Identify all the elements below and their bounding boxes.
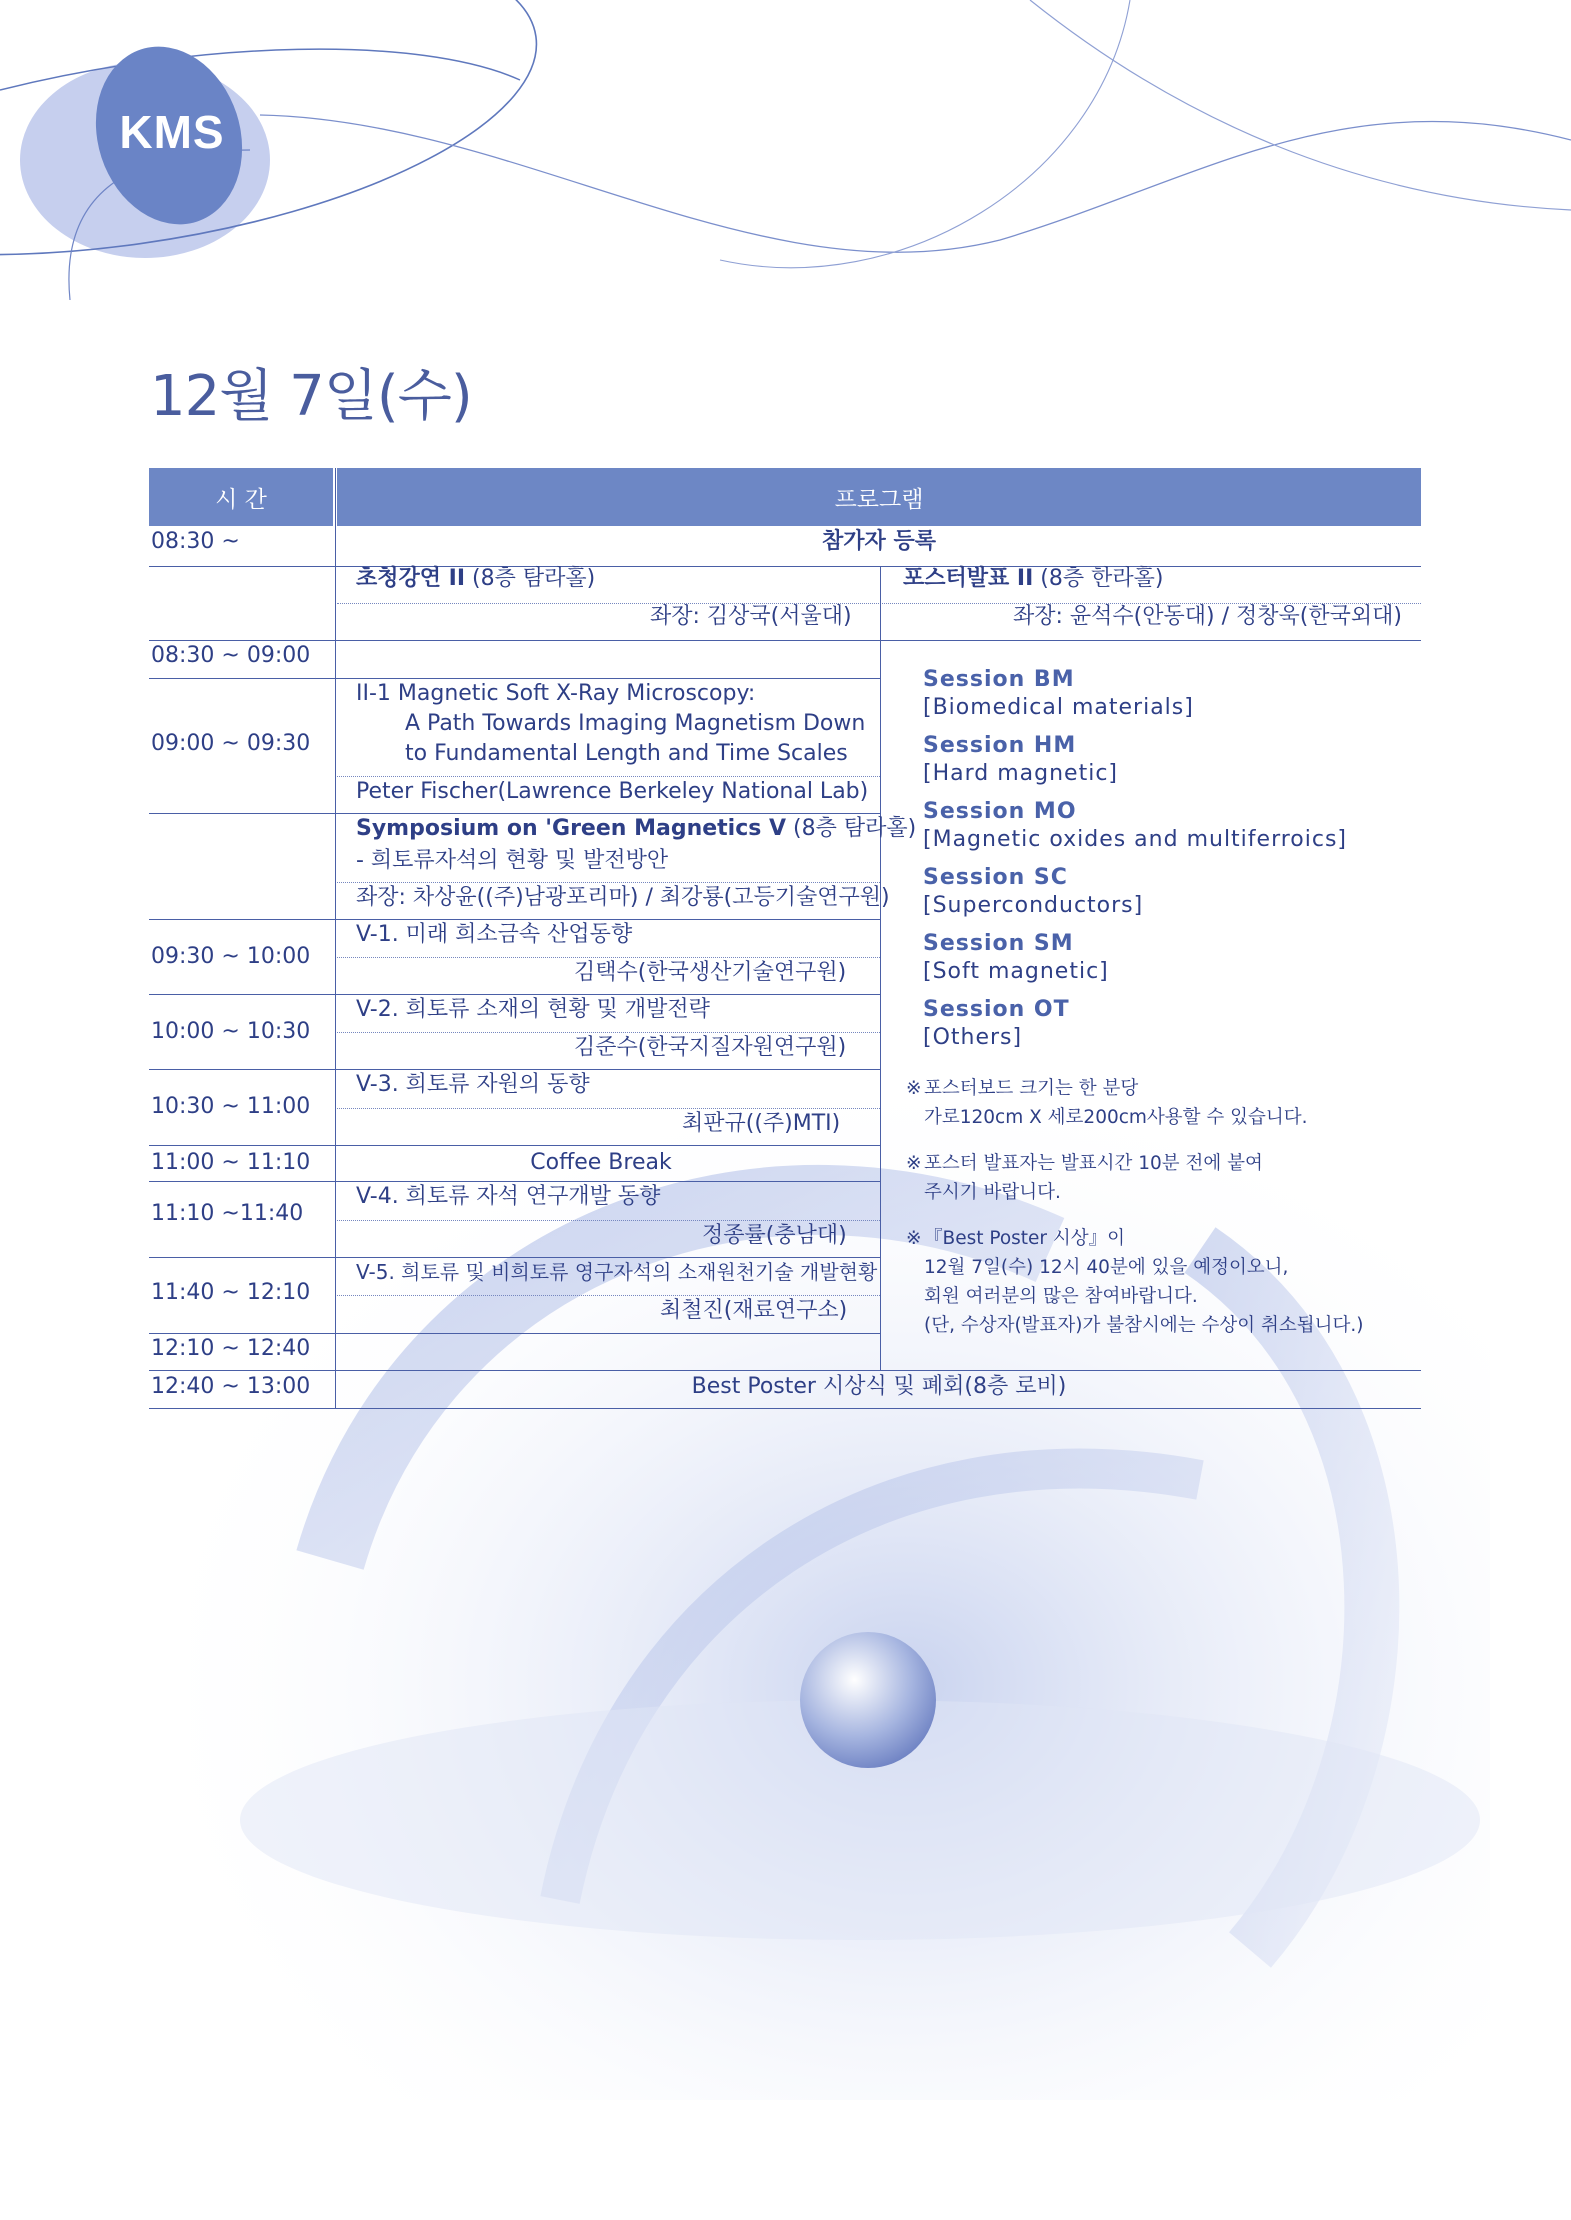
talk-title: V-1. 미래 희소금속 산업동향 [356, 922, 633, 947]
session-description: [Soft magnetic] [923, 959, 1109, 984]
row-divider-dotted [337, 882, 880, 883]
time-slot: 11:10 ~11:40 [151, 1201, 304, 1226]
session-description: [Superconductors] [923, 893, 1144, 918]
row-divider [149, 1069, 880, 1070]
session-description: [Magnetic oxides and multiferroics] [923, 827, 1348, 852]
note-line: 회원 여러분의 많은 참여바랍니다. [924, 1286, 1198, 1307]
time-slot: 12:10 ~ 12:40 [151, 1336, 311, 1361]
row-divider [149, 1333, 880, 1334]
note-line: (단, 수상자(발표자)가 불참시에는 수상이 취소됩니다.) [924, 1315, 1364, 1336]
session-description: [Biomedical materials] [923, 695, 1194, 720]
row-divider [149, 1181, 880, 1182]
note-mark: ※ [906, 1228, 922, 1249]
row-divider-dotted [337, 1032, 880, 1033]
talk-title: V-4. 희토류 자석 연구개발 동향 [356, 1184, 661, 1209]
row-divider [149, 678, 880, 679]
time-registration: 08:30 ~ [151, 529, 240, 554]
lecture-title-line: to Fundamental Length and Time Scales [405, 741, 848, 766]
column-divider [335, 468, 336, 1408]
lecture-title-line: II-1 Magnetic Soft X-Ray Microscopy: [356, 681, 756, 706]
note-line: 주시기 바랍니다. [924, 1182, 1061, 1203]
invited-lecture-title: 초청강연 II (8층 탐라홀) [356, 566, 596, 591]
row-divider [149, 566, 1421, 567]
row-divider-dotted [337, 1108, 880, 1109]
coffee-break-label: Coffee Break [530, 1150, 672, 1175]
talk-speaker: 최판규((주)MTI) [682, 1111, 841, 1136]
page-title: 12월 7일(수) [150, 364, 472, 429]
note-line: 12월 7일(수) 12시 40분에 있을 예정이오니, [924, 1257, 1289, 1278]
row-divider [149, 640, 1421, 641]
row-divider-dotted [337, 1220, 880, 1221]
column-divider [880, 566, 881, 1370]
row-divider-dotted [337, 957, 880, 958]
row-divider [149, 919, 880, 920]
note-mark: ※ [906, 1153, 922, 1174]
time-slot: 12:40 ~ 13:00 [151, 1374, 311, 1399]
session-name: Session OT [923, 997, 1070, 1022]
note-line: 가로120cm X 세로200cm사용할 수 있습니다. [924, 1107, 1308, 1128]
note-line: 포스터보드 크기는 한 분당 [924, 1078, 1139, 1099]
session-description: [Hard magnetic] [923, 761, 1118, 786]
lecture-speaker: Peter Fischer(Lawrence Berkeley National Lab) [356, 779, 869, 804]
closing-label: Best Poster 시상식 및 폐회(8층 로비) [691, 1374, 1067, 1399]
talk-title: V-2. 희토류 소재의 현황 및 개발전략 [356, 997, 710, 1022]
symposium-subtitle: - 희토류자석의 현황 및 발전방안 [356, 848, 669, 873]
talk-speaker: 정종률(충남대) [702, 1223, 847, 1248]
note-mark: ※ [906, 1078, 922, 1099]
session-name: Session HM [923, 733, 1077, 758]
talk-title: V-3. 희토류 자원의 동향 [356, 1072, 590, 1097]
lecture-title-line: A Path Towards Imaging Magnetism Down [405, 711, 866, 736]
poster-chair: 좌장: 윤석수(안동대) / 정창욱(한국외대) [1013, 604, 1402, 629]
time-slot: 11:40 ~ 12:10 [151, 1280, 311, 1305]
logo-text: KMS [119, 106, 225, 158]
row-divider-dotted [337, 776, 880, 777]
poster-note [906, 1149, 1263, 1207]
session-name: Session MO [923, 799, 1077, 824]
row-divider-dotted [337, 1295, 880, 1296]
talk-title: V-5. 희토류 및 비희토류 영구자석의 소재원천기술 개발현황 [356, 1260, 878, 1284]
time-slot: 10:00 ~ 10:30 [151, 1019, 311, 1044]
row-divider [149, 1145, 880, 1146]
row-divider [149, 994, 880, 995]
time-slot: 09:00 ~ 09:30 [151, 731, 311, 756]
invited-lecture-chair: 좌장: 김상국(서울대) [650, 604, 852, 629]
row-divider [149, 1408, 1421, 1409]
time-slot: 08:30 ~ 09:00 [151, 643, 311, 668]
poster-note [906, 1224, 1364, 1340]
session-description: [Others] [923, 1025, 1023, 1050]
talk-speaker: 최철진(재료연구소) [660, 1298, 848, 1323]
symposium-chair: 좌장: 차상윤((주)남광포리마) / 최강룡(고등기술연구원) [356, 885, 890, 910]
row-divider [149, 813, 880, 814]
symposium-title: Symposium on 'Green Magnetics V (8층 탐라홀) [356, 816, 917, 841]
registration-label: 참가자 등록 [822, 529, 936, 554]
talk-speaker: 김택수(한국생산기술연구원) [574, 960, 847, 985]
poster-title: 포스터발표 II (8층 한라홀) [903, 566, 1164, 591]
talk-speaker: 김준수(한국지질자원연구원) [574, 1035, 847, 1060]
poster-note [906, 1074, 1308, 1132]
session-name: Session BM [923, 667, 1075, 692]
row-divider [149, 1370, 1421, 1371]
session-name: Session SC [923, 865, 1068, 890]
time-slot: 10:30 ~ 11:00 [151, 1094, 311, 1119]
session-name: Session SM [923, 931, 1074, 956]
row-divider [149, 1257, 880, 1258]
header-time: 시 간 [149, 468, 333, 526]
note-line: 포스터 발표자는 발표시간 10분 전에 붙여 [924, 1153, 1263, 1174]
time-slot: 09:30 ~ 10:00 [151, 944, 311, 969]
header-program: 프로그램 [337, 468, 1421, 526]
note-line: 『Best Poster 시상』이 [924, 1228, 1126, 1249]
time-slot: 11:00 ~ 11:10 [151, 1150, 311, 1175]
